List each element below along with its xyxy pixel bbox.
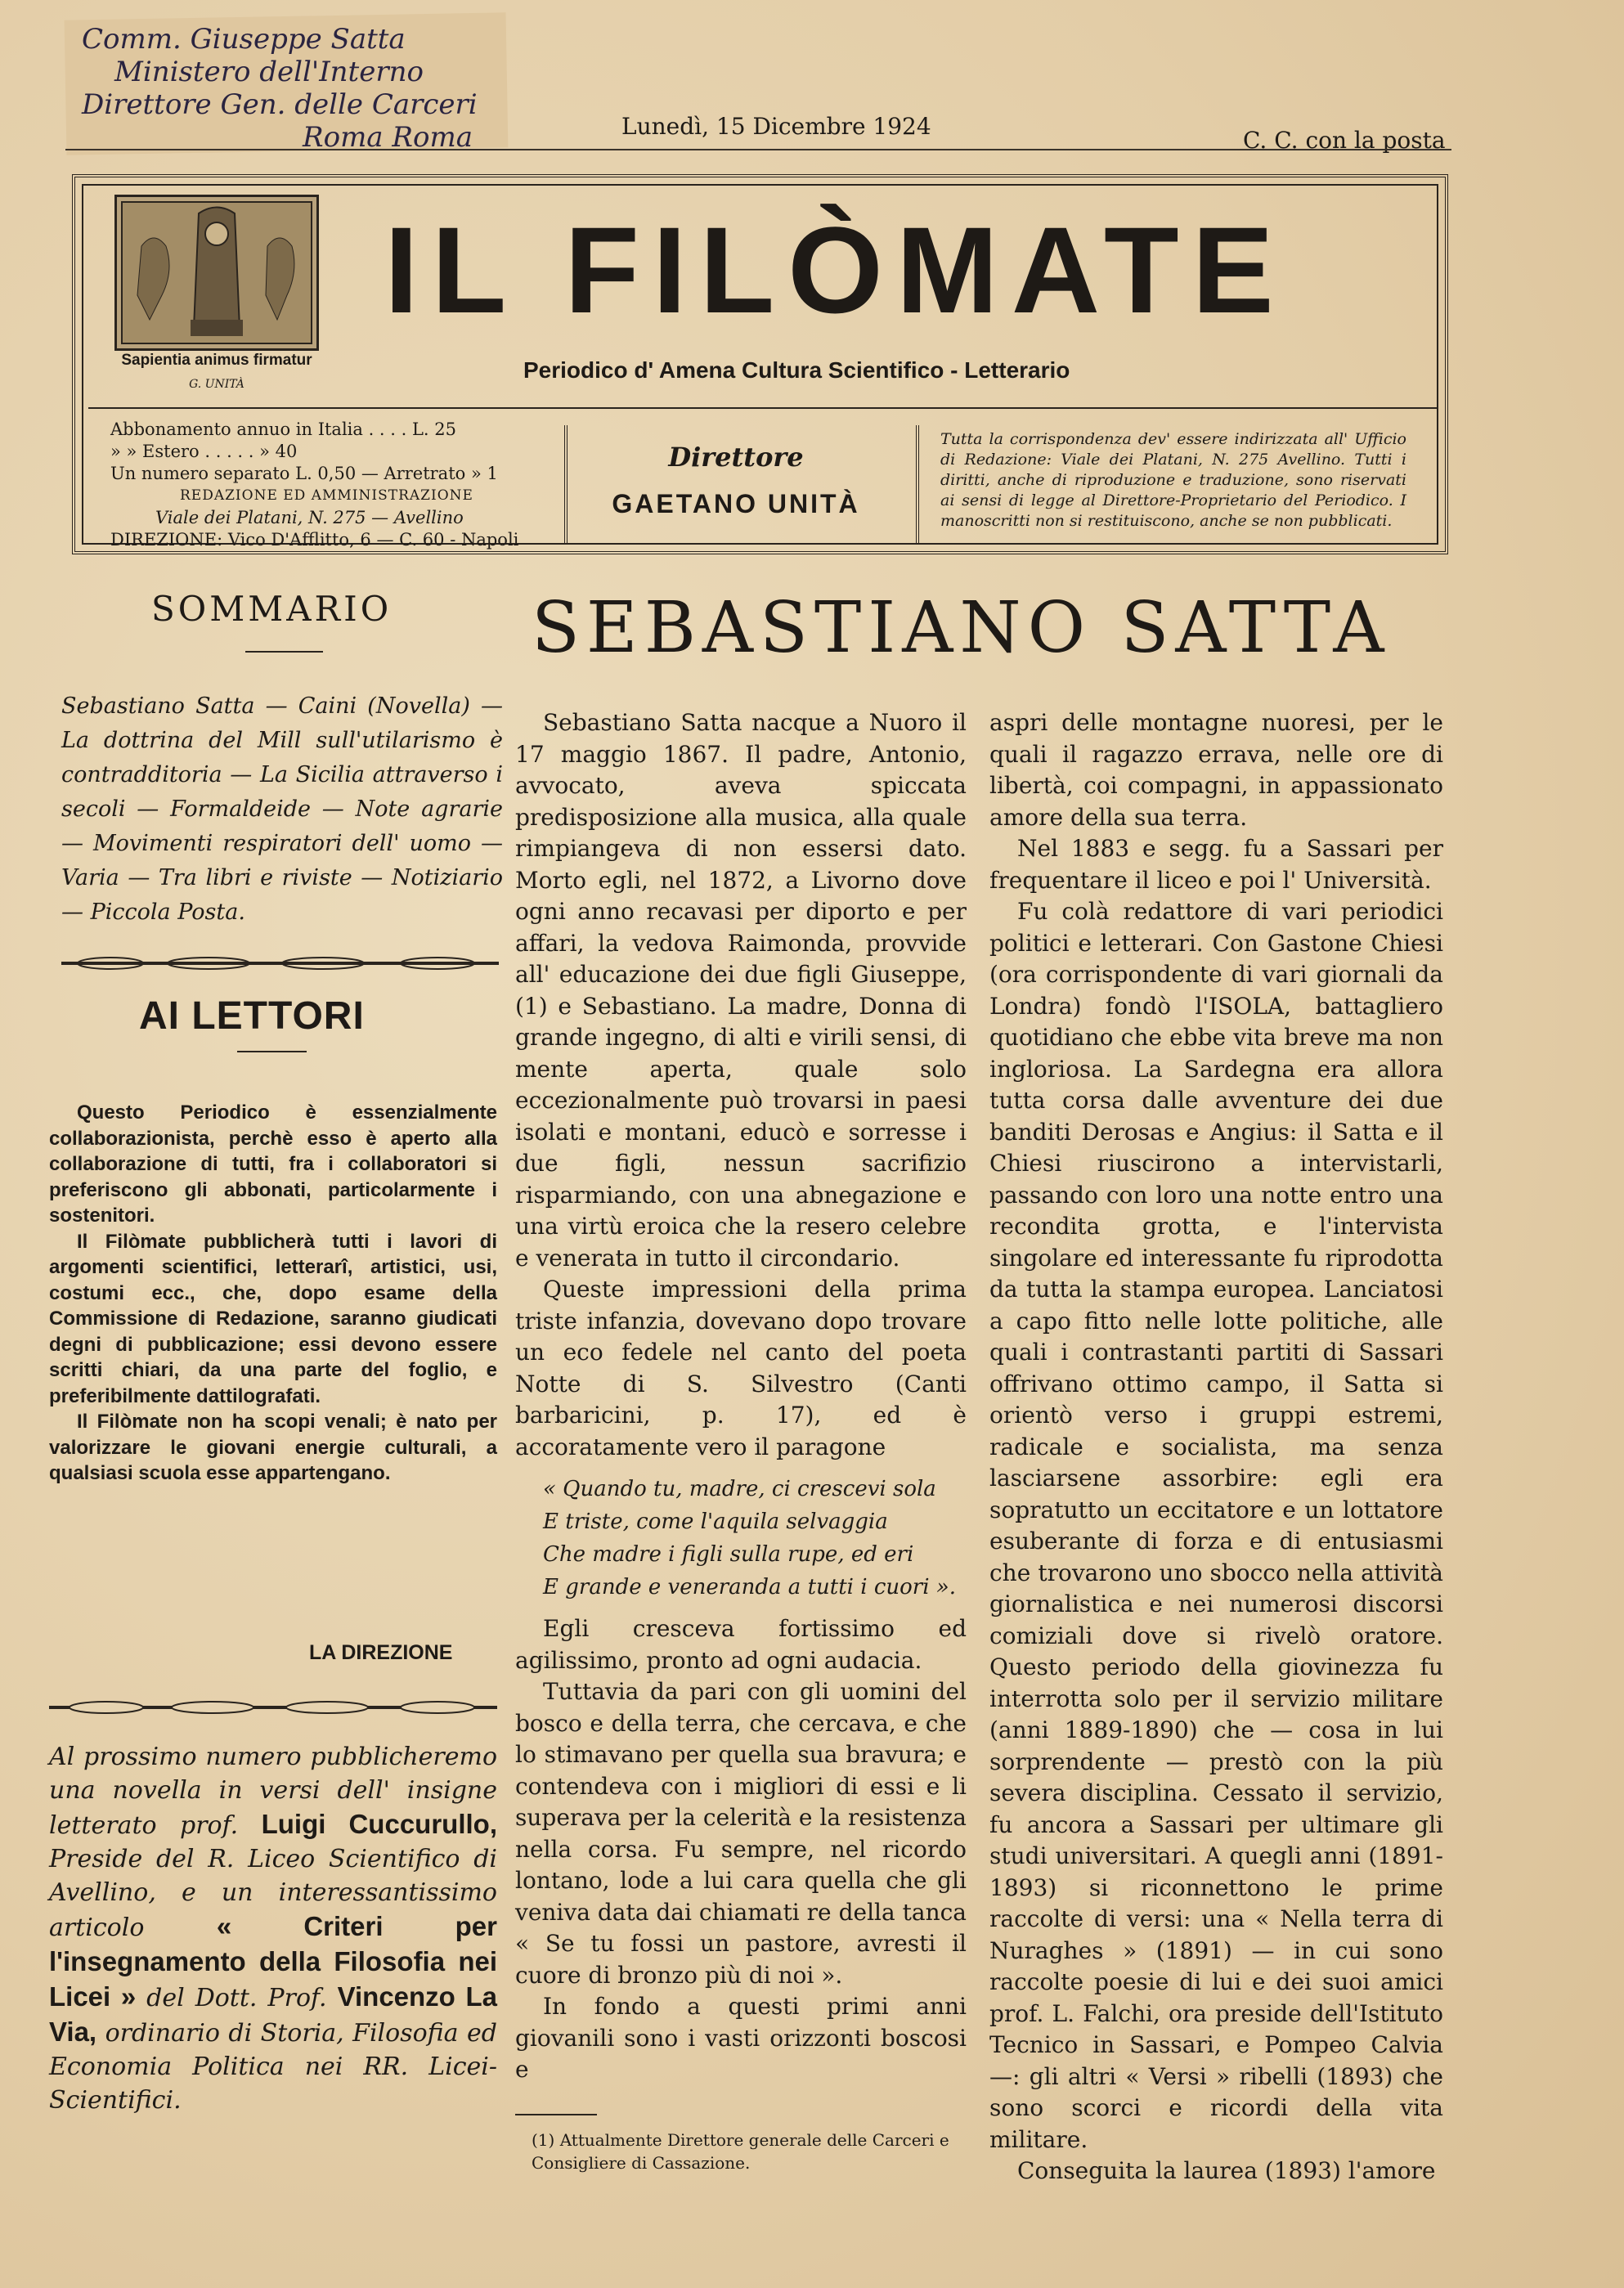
notice-article-title: « Criteri per l'insegnamento della Filosofia nei Licei » [49,1911,497,2012]
emblem-image [114,195,319,351]
handwritten-line: Roma Roma [303,121,473,154]
article-paragraph: Sebastiano Satta nacque a Nuoro il 17 maggio 1867. Il padre, Antonio, avvocato, aveva spiccata predisposizione alla musica, alla quale rimpiangeva di non essersi dato. Morto egli, nel 1872, a Livorno dove ogni anno recavasi per diporto e per affari, la vedova Raimonda, provvide all' educazione dei due figli Giuseppe, (1) e Sebastiano. La madre, Donna di grande ingegno, di alti e virili sensi, di mente aperta, quale solo eccezionalmente può trovarsi in paesi isolati e montani, educò e sorresse i due figli, nessun sacrifizio risparmiando, con una abnegazione e una virtù eroica che la resero celebre e venerata in tutto il circondario. [515,709,967,1272]
footnote-rule [515,2114,597,2115]
subscription-line: Viale dei Platani, N. 275 — Avellino [155,508,464,527]
newspaper-title: IL FILÒMATE [384,201,1287,339]
lettori-paragraph: Questo Periodico è essenzialmente collaborazionista, perchè esso è aperto alla collaborazione di tutti, fra i collaboratori si preferiscono gli abbonati, particolarmente i sostenitori. [49,1101,497,1227]
subscription-line: DIREZIONE: Vico D'Afflitto, 6 — C. 60 - Napoli [110,530,519,550]
subscription-line: Un numero separato L. 0,50 — Arretrato » 1 [110,464,498,483]
article-paragraph: aspri delle montagne nuoresi, per le quali il ragazzo errava, nelle ore di libertà, coi compagni, in appassionato amore della sua terra. [989,709,1443,831]
handwritten-line: Comm. Giuseppe Satta [82,23,406,56]
newspaper-subtitle: Periodico d' Amena Cultura Scientifico - Letterario [523,357,1070,383]
director-label: Direttore [668,442,804,473]
quote-line: E grande e veneranda a tutti i cuori ». [543,1575,956,1599]
postal-note: C. C. con la posta [1243,127,1446,154]
article-paragraph: Nel 1883 e segg. fu a Sassari per frequentare il liceo e poi l' Università. [989,835,1443,894]
subscription-line: » » Estero . . . . . » 40 [110,442,298,461]
quote-line: « Quando tu, madre, ci crescevi sola [543,1477,936,1501]
direzione-signature: LA DIREZIONE [309,1641,453,1664]
notice-text: del Dott. Prof. [146,1984,327,2012]
ornamental-divider [61,955,499,971]
subscription-info [110,419,552,551]
subscription-line: REDAZIONE ED AMMINISTRAZIONE [180,487,473,504]
handwritten-line: Direttore Gen. delle Carceri [82,88,478,121]
quote-line: E triste, come l'aquila selvaggia [543,1510,888,1534]
motto: Sapientia animus firmatur [121,352,312,369]
next-issue-notice [49,1740,497,2117]
top-rule [65,149,1451,150]
article-paragraph: Conseguita la laurea (1893) l'amore [1017,2157,1436,2184]
notice-name: Vincenzo La Via, [49,1981,497,2047]
ai-lettori-heading: AI LETTORI [139,994,365,1038]
masthead-column-rule [916,425,919,544]
director-name: GAETANO UNITÀ [612,489,860,518]
sommario-rule [245,651,323,653]
issue-date: Lunedì, 15 Dicembre 1924 [621,113,931,140]
notice-text: Al prossimo numero pubblicheremo una novella in versi dell' insigne letterato prof. [49,1743,497,1840]
correspondence-notice: Tutta la corrispondenza dev' essere indirizzata all' Ufficio di Redazione: Viale dei Platani, N. 275 Avellino. Tutti i diritti, anche di riproduzione e traduzione, sono riservati ai sensi di legge al Direttore-Proprietario del Periodico. I manoscritti non si restituiscono, anche se non pubblicati. [940,430,1406,530]
notice-name: Luigi Cuccurullo, [261,1809,497,1839]
article-paragraph: In fondo a questi primi anni giovanili sono i vasti orizzonti boscosi e [515,1993,967,2083]
article-paragraph: Queste impressioni della prima triste infanzia, dovevano dopo trovare un eco fedele nel canto del poeta Notte di S. Silvestro (Canti barbaricini, p. 17), ed è accoratamente vero il paragone [515,1276,967,1460]
subscription-line: Abbonamento annuo in Italia . . . . L. 25 [110,419,456,439]
masthead-divider [88,407,1438,409]
emblem-signature: G. UNITÀ [189,378,244,391]
ornamental-divider [49,1699,497,1716]
article-title: SEBASTIANO SATTA [532,587,1391,669]
quote-line: Che madre i figli sulla rupe, ed eri [543,1542,914,1567]
notice-text: ordinario di Storia, Filosofia ed Economia Politica nei RR. Licei-Scientifici. [49,2019,497,2115]
emblem-engraving [117,197,316,348]
lettori-paragraph: Il Filòmate pubblicherà tutti i lavori di argomenti scientifici, letterarî, artistici, usi, costumi ecc., che, dopo esame della Commissione di Redazione, saranno giudicati degni di pubblicazione; essi devono essere scritti chiari, da una parte del foglio, e preferibilmente dattilografati. [49,1230,497,1407]
ai-lettori-body [49,1100,497,1487]
footnote: (1) Attualmente Direttore generale delle Carceri e Consigliere di Cassazione. [532,2130,949,2173]
handwritten-line: Ministero dell'Interno [114,56,424,88]
article-paragraph: Egli cresceva fortissimo ed agilissimo, pronto ad ogni audacia. [515,1615,967,1674]
article-paragraph: Fu colà redattore di vari periodici politici e letterari. Con Gastone Chiesi (ora corrispondente di vari giornali da Londra) fondò l'ISOLA, battagliero quotidiano che ebbe vita breve ma non ingloriosa. La Sardegna era allora tutta corsa dalle avventure dei due banditi Derosas e Angius: il Satta e il Chiesi riuscirono a intervistarli, passando con loro una notte entro una recondita grotta, e l'intervista singolare ed interessante fu riprodotta da tutta la stampa europea. Lanciatosi a capo fitto nelle lotte politiche, alle quali i contrastanti partiti di Sassari offrivano ottimo campo, il Satta si orientò verso i gruppi estremi, radicale e socialista, ma senza lasciarsene assorbire: egli era sopratutto un eccitatore e un lottatore esuberante di forza e di entusiasmi che trovarono uno sbocco nella attività giornalistica e nei numerosi discorsi comiziali dove si rivelò oratore. Questo periodo della giovinezza fu interrotta solo per il servizio militare (anni 1889-1890) che — cosa in lui sorprendente — prestò con la più severa disciplina. Cessato il servizio, fu ancora a Sassari per ultimare gli studi universitari. A quegli anni (1891-1893) si riconnettono le prime raccolte di versi: una « Nella terra di Nuraghes » (1891) — in cui sono raccolte poesie di lui e dei suoi amici prof. L. Falchi, ora preside dell'Istituto Tecnico in Sassari, e Pompeo Calvia —: gli altri « Versi » ribelli (1893) che sono scorci e ricordi della vita militare. [989,898,1443,2153]
ai-lettori-rule [237,1051,307,1052]
handwritten-note [82,23,478,154]
sommario-heading: SOMMARIO [151,589,393,629]
sommario-text: Sebastiano Satta — Caini (Novella) — La dottrina del Mill sull'utilarismo è contradditoria — La Sicilia attraverso i secoli — Formaldeide — Note agrarie — Movimenti respiratori dell' uomo — Varia — Tra libri e riviste — Notiziario — Piccola Posta. [61,693,503,925]
article-column-2 [989,707,1443,2187]
masthead-column-rule [564,425,568,544]
article-paragraph: Tuttavia da pari con gli uomini del bosco e della terra, che cercava, e che lo stimavano per quella sua bravura; e contendeva con i migliori di essi e li superava per la celerità e la resistenza nella corsa. Fu sempre, nel ricordo lontano, lode a lui cara quella che gli veniva data dai chiamati re della tanca « Se tu fossi un pastore, avresti il cuore di bronzo più di noi ». [515,1678,967,1989]
poem-quote [515,1463,967,1613]
notice-text: Preside del R. Liceo Scientifico di Avellino, e un interessantissimo articolo [49,1845,497,1942]
article-column-1 [515,707,967,2086]
lettori-paragraph: Il Filòmate non ha scopi venali; è nato per valorizzare le giovani energie culturali, a qualsiasi scuola esse appartengano. [49,1411,497,1484]
